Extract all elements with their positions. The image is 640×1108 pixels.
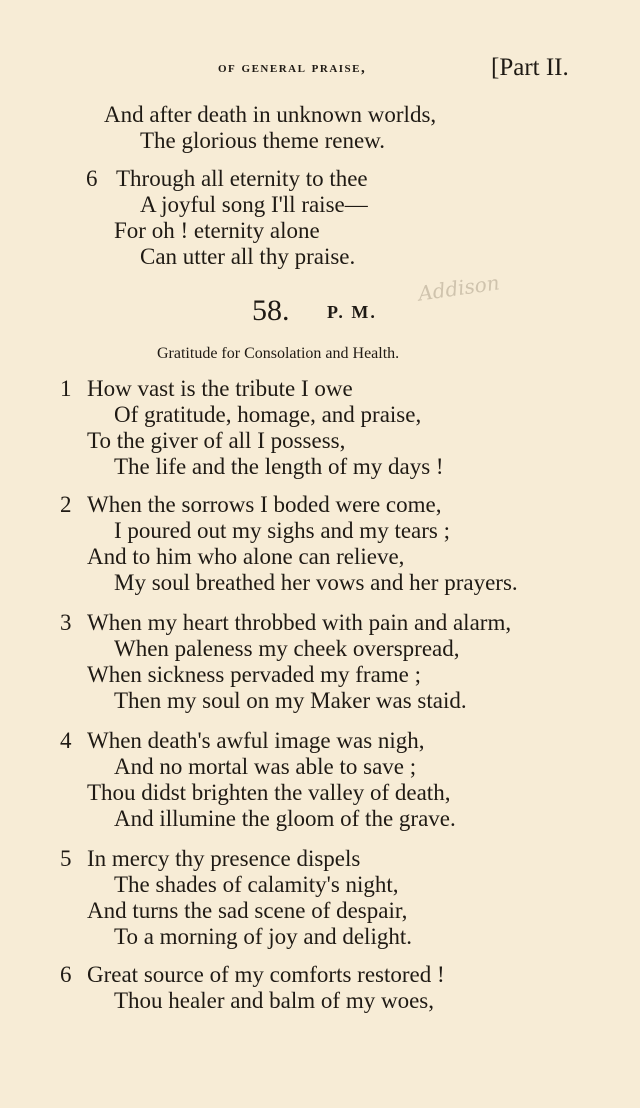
prev-line-1: And after death in unknown worlds, (104, 102, 437, 127)
verse-line: When the sorrows I boded were come, (87, 492, 442, 517)
hymn-subtitle: Gratitude for Consolation and Health. (157, 345, 400, 362)
verse-number: 6 (60, 962, 72, 987)
verse-line: I poured out my sighs and my tears ; (114, 518, 451, 543)
header-part: [Part II. (491, 54, 569, 81)
verse-number: 1 (60, 376, 72, 401)
prev-line-2: The glorious theme renew. (140, 128, 386, 153)
verse-line: My soul breathed her vows and her prayers. (114, 570, 518, 595)
verse-line: In mercy thy presence dispels (87, 846, 361, 871)
prev6-line-4: Can utter all thy praise. (140, 244, 356, 269)
verse-number: 6 (86, 166, 98, 191)
header-title: of general praise, (218, 60, 367, 76)
verse-line: And turns the sad scene of despair, (87, 898, 408, 923)
hymn-meter: P. M. (327, 302, 377, 322)
running-header (0, 56, 640, 86)
verse-line: To a morning of joy and delight. (114, 924, 412, 949)
verse-line: The shades of calamity's night, (114, 872, 399, 897)
verse-line: When sickness pervaded my frame ; (87, 662, 422, 687)
verse-line: How vast is the tribute I owe (87, 376, 353, 401)
verse-number: 3 (60, 610, 72, 635)
verse-line: Then my soul on my Maker was staid. (114, 688, 467, 713)
prev6-line-3: For oh ! eternity alone (114, 218, 320, 243)
prev6-line-2: A joyful song I'll raise— (140, 192, 368, 217)
hymn-number: 58. (252, 294, 290, 327)
prev6-line-1: Through all eternity to thee (116, 166, 368, 191)
verse-line: And to him who alone can relieve, (87, 544, 405, 569)
verse-number: 5 (60, 846, 72, 871)
verse-number: 2 (60, 492, 72, 517)
verse-line: To the giver of all I possess, (87, 428, 346, 453)
verse-line: When my heart throbbed with pain and alarm, (87, 610, 512, 635)
verse-line: Thou didst brighten the valley of death, (87, 780, 451, 805)
verse-line: The life and the length of my days ! (114, 454, 444, 479)
verse-number: 4 (60, 728, 72, 753)
verse-line: Thou healer and balm of my woes, (114, 988, 434, 1013)
verse-line: When paleness my cheek overspread, (114, 636, 460, 661)
verse-line: Of gratitude, homage, and praise, (114, 402, 422, 427)
signature: Addison (416, 270, 501, 306)
verse-line: Great source of my comforts restored ! (87, 962, 445, 987)
verse-line: And illumine the gloom of the grave. (114, 806, 456, 831)
verse-line: When death's awful image was nigh, (87, 728, 425, 753)
verse-line: And no mortal was able to save ; (114, 754, 417, 779)
